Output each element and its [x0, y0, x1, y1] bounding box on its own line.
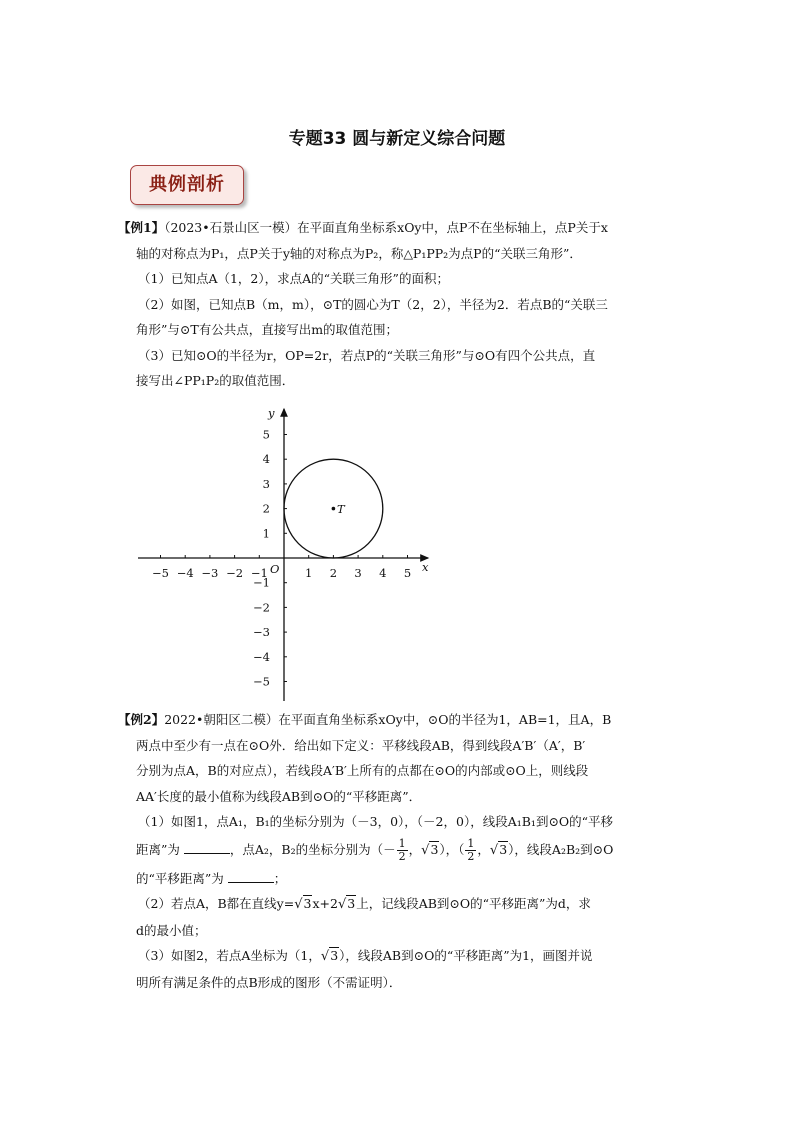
ex1-question-3a: （3）已知⊙O的半径为r，OP=2r，若点P的“关联三角形”与⊙O有四个公共点，直	[138, 347, 596, 363]
ex2-question-3b: 明所有满足条件的点B形成的图形（不需证明）．	[136, 974, 402, 990]
ex2-q1c-text: 的“平移距离”为	[136, 870, 224, 886]
ex2-label: 【例2】	[118, 712, 165, 727]
center-t-point	[332, 507, 336, 511]
ex2-q1b-text-4: ），（	[439, 841, 465, 857]
ex2-q2a-text-2: x+2	[312, 896, 338, 911]
ex2-question-1b	[118, 835, 678, 866]
page-title: 专题33 圆与新定义综合问题	[288, 129, 506, 149]
ex1-question-3b: 接写出∠PP₁P₂的取值范围．	[136, 373, 295, 388]
example-2	[118, 707, 678, 995]
sqrt-3: 3	[303, 896, 312, 911]
ex2-q2a-text-3: 上，记线段AB到⊙O的“平移距离”为d，求	[356, 896, 591, 911]
ex1-line-1	[118, 215, 678, 241]
y-tick-label: −5	[253, 674, 270, 689]
x-tick-label: 4	[379, 566, 387, 580]
y-tick-label: 3	[262, 476, 270, 491]
ex2-q3a-text-2: ），线段AB到⊙O的“平移距离”为1，画图并说	[339, 948, 593, 963]
answer-blank-1[interactable]	[184, 841, 230, 854]
ex1-question-1: （1）已知点A（1，2），求点A的“关联三角形”的面积；	[138, 271, 449, 286]
x-ticks	[152, 555, 411, 580]
ex2-q1b-text-2: ，点A₂，B₂的坐标分别为（－	[229, 841, 396, 857]
sqrt-3: 3	[430, 841, 439, 857]
y-tick-label: −4	[253, 649, 270, 664]
ex2-line-4: AA′长度的最小值称为线段AB到⊙O的“平移距离”．	[136, 788, 422, 804]
y-tick-label: −1	[253, 575, 270, 590]
y-tick-label: 5	[262, 427, 270, 442]
x-tick-label: −3	[201, 566, 219, 580]
ex2-line-1	[118, 707, 678, 733]
x-tick-label: 2	[329, 566, 338, 580]
sqrt-sign: √	[421, 842, 430, 858]
x-tick-label: 5	[403, 566, 412, 580]
coordinate-figure	[136, 403, 436, 703]
ex2-question-2b: d的最小值；	[136, 922, 207, 938]
example-1	[118, 215, 678, 394]
ex2-q1c-end: ；	[273, 870, 287, 886]
ex2-q3a-text-1: （3）如图2，若点A坐标为（1，	[138, 948, 321, 963]
y-tick-label: −2	[253, 600, 270, 615]
ex2-question-1c	[118, 866, 678, 892]
ex2-text-1: 2022•朝阳区二模）在平面直角坐标系xOy中，⊙O的半径为1，AB=1，且A，B	[164, 712, 612, 727]
ex2-question-3a	[118, 943, 678, 970]
ex2-line-2: 两点中至少有一点在⊙O外．给出如下定义：平移线段AB，得到线段A′B′（A′，B′	[136, 737, 586, 753]
sqrt-3: 3	[499, 841, 508, 857]
sqrt-sign: √	[337, 897, 347, 912]
ex2-q1b-text-5: ，	[477, 841, 490, 857]
x-tick-label: 3	[354, 566, 362, 580]
ex2-question-1a: （1）如图1，点A₁，B₁的坐标分别为（－3，0），（－2，0），线段A₁B₁到⊙O的“平移	[138, 814, 614, 829]
ex1-text-1: （2023•石景山区一模）在平面直角坐标系xOy中，点P不在坐标轴上，点P关于x	[164, 220, 608, 235]
y-axis-label: y	[268, 406, 275, 420]
ex2-q2a-text-1: （2）若点A，B都在直线y=	[138, 896, 295, 911]
origin-label: O	[270, 562, 280, 576]
answer-blank-2[interactable]	[228, 870, 274, 883]
x-tick-label: −5	[152, 566, 169, 580]
fraction-1-2	[465, 838, 476, 863]
fraction-numerator: 1	[398, 836, 406, 850]
fraction-denominator: 2	[398, 849, 406, 863]
section-badge	[130, 165, 244, 205]
fraction-1-2	[397, 838, 408, 863]
section-badge-label: 典例剖析	[149, 174, 225, 195]
ex1-question-2a: （2）如图，已知点B（m，m），⊙T的圆心为T（2，2），半径为2．若点B的“关联三	[138, 296, 608, 312]
y-tick-label: 1	[262, 526, 270, 541]
ex1-question-2b: 角形”与⊙T有公共点，直接写出m的取值范围；	[136, 322, 399, 337]
ex2-question-2a	[118, 891, 678, 918]
ex2-q1b-text-3: ，	[408, 841, 422, 857]
x-tick-label: −4	[176, 566, 194, 580]
ex2-q1b-text-1: 距离”为	[136, 841, 180, 857]
y-tick-label: −3	[253, 625, 270, 640]
ex2-line-3: 分别为点A，B的对应点），若线段A′B′上所有的点都在⊙O的内部或⊙O上，则线段	[136, 763, 589, 778]
center-t-label: T	[337, 502, 345, 516]
sqrt-3: 3	[347, 896, 356, 911]
y-tick-label: 4	[262, 452, 270, 467]
ex1-line-2: 轴的对称点为P₁，点P关于y轴的对称点为P₂，称△P₁PP₂为点P的“关联三角形”．	[136, 245, 582, 261]
fraction-denominator: 2	[467, 849, 475, 863]
x-tick-label: 1	[305, 566, 313, 580]
sqrt-sign: √	[294, 897, 303, 912]
sqrt-sign: √	[320, 949, 330, 964]
x-tick-label: −2	[226, 566, 244, 580]
x-axis-label: x	[422, 560, 429, 574]
y-tick-label: 2	[262, 501, 270, 516]
fraction-numerator: 1	[467, 836, 475, 850]
ex2-q1b-text-6: ），线段A₂B₂到⊙O	[508, 841, 614, 857]
sqrt-sign: √	[489, 842, 499, 858]
ex1-label: 【例1】	[118, 220, 165, 235]
sqrt-3: 3	[330, 948, 339, 963]
x-tick-label: −1	[250, 566, 268, 580]
